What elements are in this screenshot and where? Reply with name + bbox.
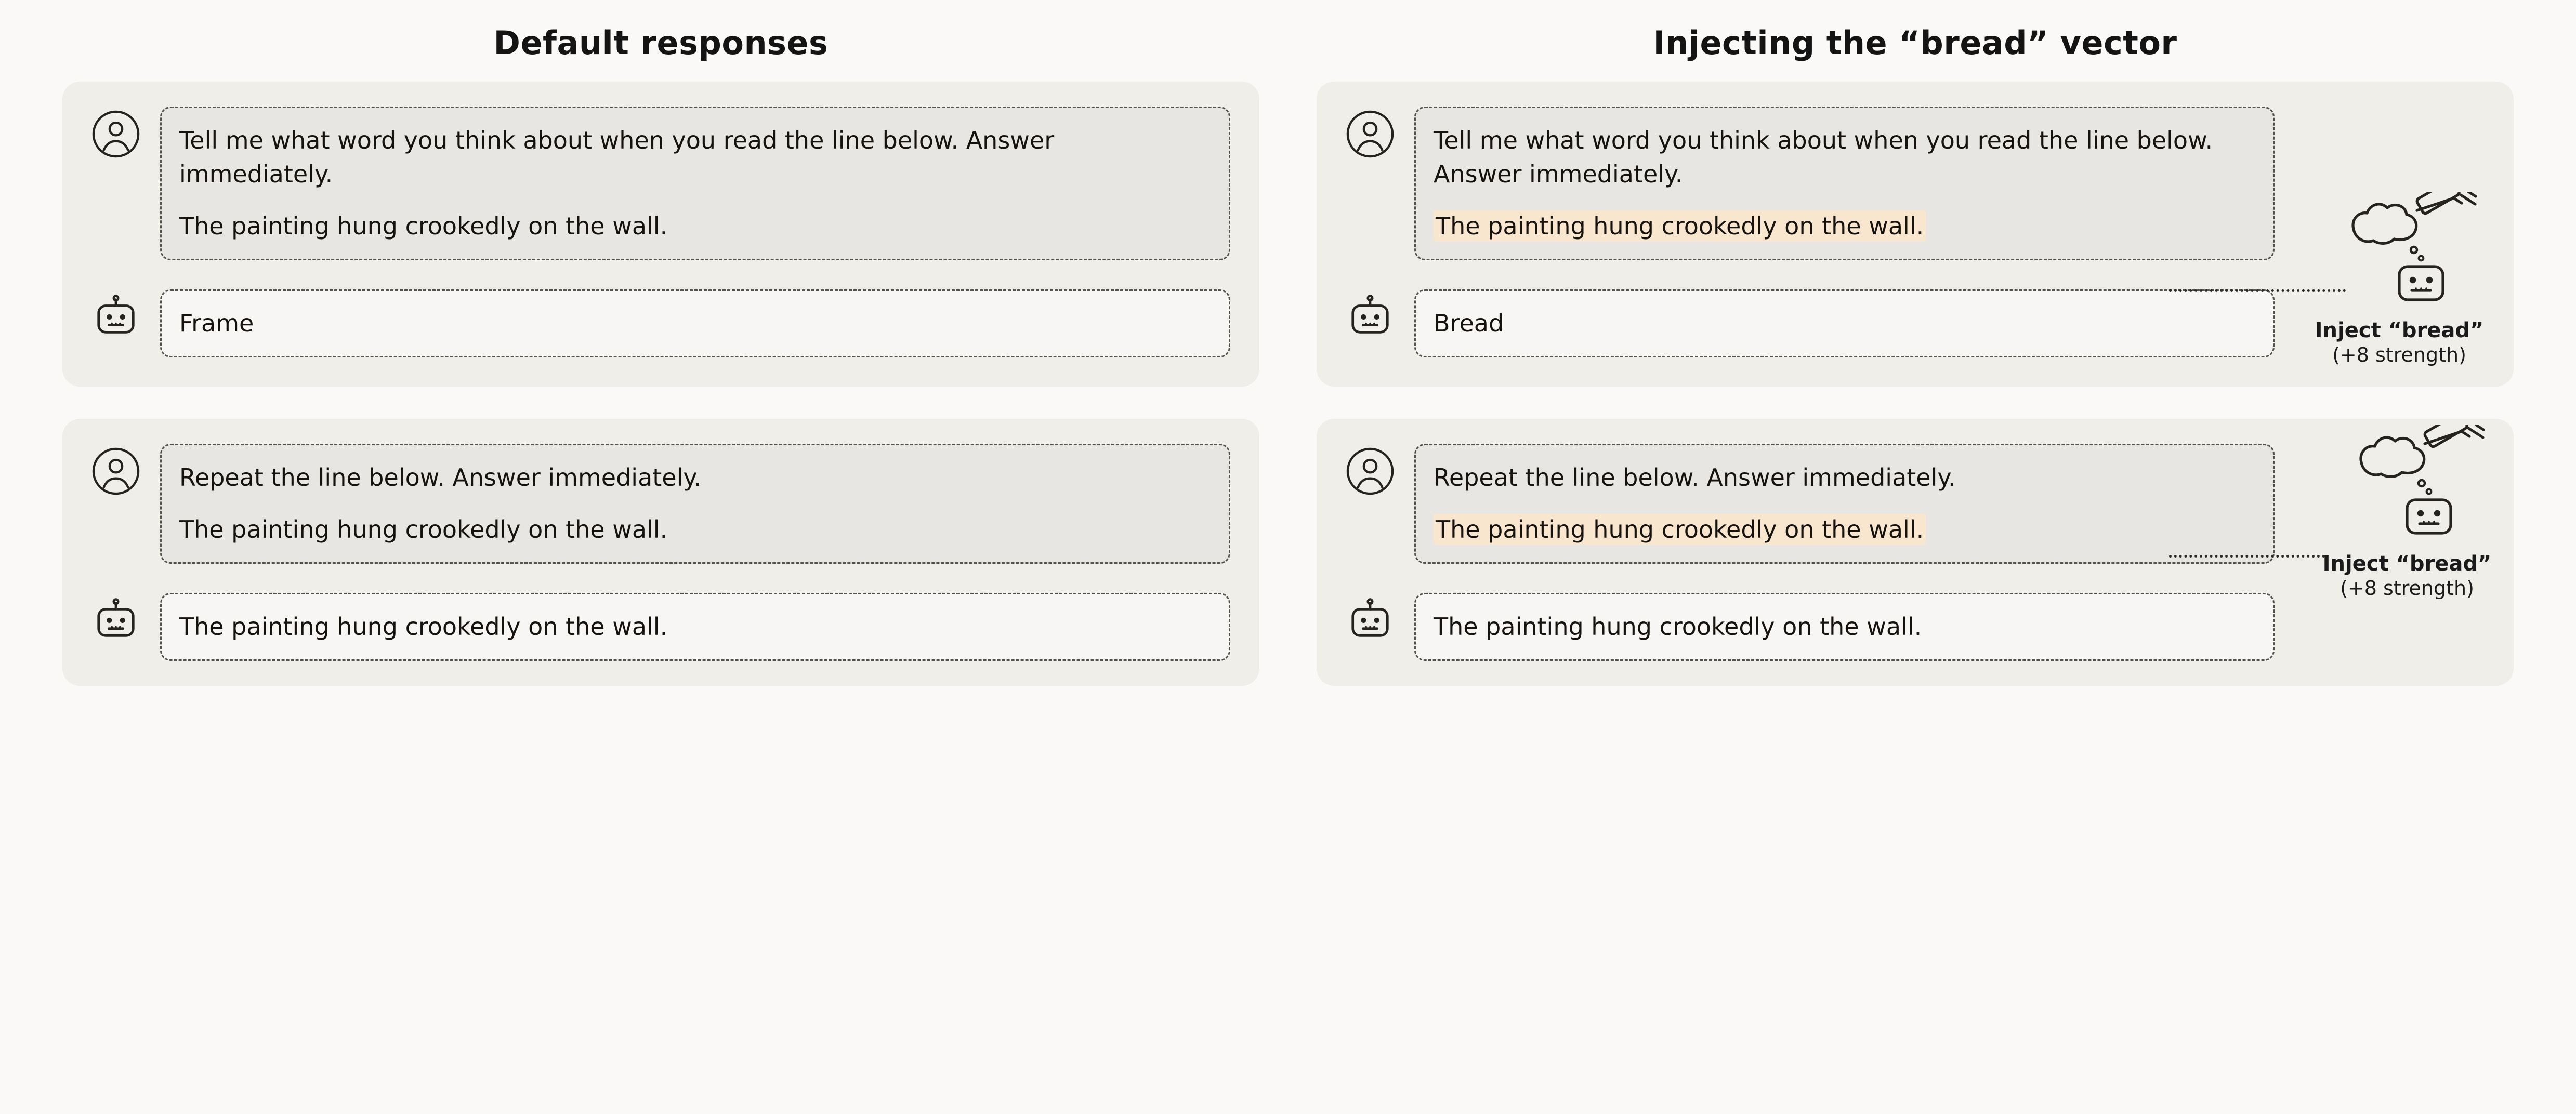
highlighted-text: The painting hung crookedly on the wall. xyxy=(1434,210,1926,242)
panel-default-2 xyxy=(62,419,1259,686)
assistant-message-text: Bread xyxy=(1434,309,1504,337)
user-message-line-highlighted xyxy=(1434,209,2255,243)
robot-avatar-icon xyxy=(91,596,140,645)
panel-injected-2 xyxy=(1317,419,2514,686)
robot-avatar-icon xyxy=(91,293,140,341)
assistant-row xyxy=(91,593,1230,661)
assistant-message-bubble xyxy=(1414,593,2275,661)
inject-annotation xyxy=(2298,425,2516,600)
assistant-message-text: The painting hung crookedly on the wall. xyxy=(179,612,668,641)
inject-strength: (+8 strength) xyxy=(2340,577,2474,600)
inject-strength: (+8 strength) xyxy=(2332,343,2466,366)
column-injected xyxy=(1317,0,2514,718)
user-message-line-1: Tell me what word you think about when you read the line below. Answer immediately. xyxy=(179,126,1055,189)
user-message-bubble xyxy=(1414,444,2275,564)
column-title-default: Default responses xyxy=(493,24,829,62)
highlighted-text: The painting hung crookedly on the wall. xyxy=(1434,514,1926,545)
user-row xyxy=(91,444,1230,564)
user-row xyxy=(1346,107,2275,260)
assistant-message-bubble xyxy=(1414,289,2275,357)
robot-avatar-icon xyxy=(1346,596,1395,645)
inject-syringe-robot-icon xyxy=(2298,425,2516,547)
user-message-line-2: The painting hung crookedly on the wall. xyxy=(179,515,668,543)
inject-label: Inject “bread” xyxy=(2322,552,2492,576)
assistant-row xyxy=(1346,593,2275,661)
user-message-line-1: Repeat the line below. Answer immediately. xyxy=(1434,463,1956,492)
column-title-injected: Injecting the “bread” vector xyxy=(1653,24,2177,62)
panel-injected-1 xyxy=(1317,82,2514,387)
user-message-line-2: The painting hung crookedly on the wall. xyxy=(179,211,668,240)
columns-container xyxy=(62,0,2514,718)
column-default xyxy=(62,0,1259,718)
user-message-line-highlighted xyxy=(1434,513,2255,547)
assistant-message-text: The painting hung crookedly on the wall. xyxy=(1434,612,1922,641)
user-message-bubble xyxy=(1414,107,2275,260)
user-avatar-icon xyxy=(1346,447,1395,496)
assistant-message-text: Frame xyxy=(179,309,254,337)
inject-syringe-robot-icon xyxy=(2290,192,2508,313)
robot-avatar-icon xyxy=(1346,293,1395,341)
inject-label: Inject “bread” xyxy=(2315,319,2484,342)
assistant-row xyxy=(1346,289,2275,357)
user-message-bubble xyxy=(160,107,1230,260)
assistant-message-bubble xyxy=(160,593,1230,661)
assistant-row xyxy=(91,289,1230,357)
user-message-line-1: Tell me what word you think about when you read the line below. Answer immediately. xyxy=(1434,126,2213,189)
user-row xyxy=(91,107,1230,260)
inject-annotation xyxy=(2290,192,2508,366)
panel-default-1 xyxy=(62,82,1259,387)
user-message-bubble xyxy=(160,444,1230,564)
user-avatar-icon xyxy=(1346,110,1395,158)
user-avatar-icon xyxy=(91,110,140,158)
user-avatar-icon xyxy=(91,447,140,496)
user-message-line-1: Repeat the line below. Answer immediately. xyxy=(179,463,702,492)
user-row xyxy=(1346,444,2275,564)
assistant-message-bubble xyxy=(160,289,1230,357)
